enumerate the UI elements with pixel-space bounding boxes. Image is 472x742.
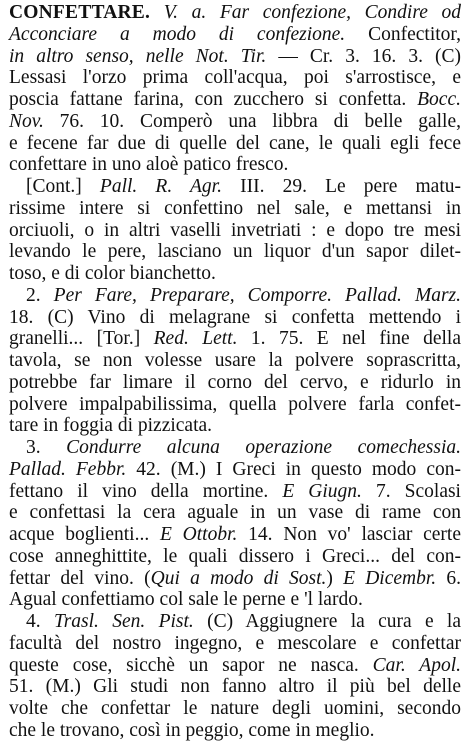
text-segment: 3. <box>26 437 67 458</box>
entry-line <box>9 589 461 611</box>
text-segment: facultà del nostro ingegno, e mescolare e confettar <box>9 632 461 654</box>
text-segment: cose anneghittite, le quali dissero i Greci... del con- <box>9 545 461 567</box>
italic-text: Bocc. <box>417 89 461 110</box>
entry-line <box>9 481 461 503</box>
text-segment: toso, e di color bianchetto. <box>9 263 216 284</box>
entry-line <box>9 720 461 742</box>
italic-text: E Dicembr. <box>343 567 437 589</box>
entry-line <box>26 176 461 198</box>
text-segment: Confectitor, <box>345 23 461 45</box>
italic-text: Red. Lett. <box>153 328 238 350</box>
text-segment: (C) Aggiugnere la cura e la <box>193 611 461 632</box>
entry-line <box>9 568 461 590</box>
text-segment: 42. (M.) I Greci in questo modo con- <box>126 458 461 480</box>
text-segment: 7. Scolasi <box>361 480 461 502</box>
text-segment: Agual confettiamo col sale le perne e 'l lardo. <box>9 589 363 611</box>
text-segment: 2. <box>26 284 54 306</box>
entry-line <box>9 328 461 350</box>
text-segment: orciuoli, o in altri vaselli invetriati : e dopo tre mesi <box>9 219 461 241</box>
entry-line <box>9 133 461 155</box>
italic-text: Pallad. Febbr. <box>9 458 127 480</box>
text-segment <box>150 2 164 23</box>
italic-text: Trasl. Sen. Pist. <box>53 611 194 632</box>
text-segment: levando le pere, lasciano un liquor d'un sapor dilet- <box>9 241 461 263</box>
text-segment: [Cont.] <box>26 176 100 197</box>
entry-line <box>9 633 461 655</box>
headword: CONFETTARE. <box>9 2 151 23</box>
text-segment: 6. <box>436 567 462 589</box>
italic-text: Pall. R. Agr. <box>99 176 222 197</box>
text-segment: 14. Non vo' lasciar certe <box>237 524 461 545</box>
entry-line <box>9 89 461 111</box>
entry-line <box>9 241 461 263</box>
text-segment: 1. 75. E nel fine della <box>237 328 461 350</box>
entry-line <box>9 307 461 329</box>
entry-line <box>26 285 461 307</box>
text-segment: e confettasi la cera aguale in un vase di rame con <box>9 502 461 524</box>
text-segment: che le trovano, così in peggio, come in meglio. <box>9 719 375 741</box>
text-segment: Lessasi l'orzo prima coll'acqua, poi s'arrostisce, e <box>9 67 461 89</box>
entry-line <box>9 350 461 372</box>
entry-line <box>9 111 461 133</box>
entry-line <box>9 24 461 46</box>
italic-text: E Ottobr. <box>159 524 238 545</box>
entry-line <box>9 698 461 720</box>
text-segment: tare in foggia di pizzicata. <box>9 415 213 437</box>
entry-line <box>9 524 461 546</box>
italic-text: E Giugn. <box>282 480 362 502</box>
text-segment: 51. (M.) Gli studi non fanno altro il più bel delle <box>9 676 461 698</box>
text-segment: tavola, se non volesse usare la polvere soprascritta, <box>9 350 461 371</box>
text-segment: queste cose, sicchè un sapor ne nasca. <box>9 654 373 676</box>
entry-line <box>9 502 461 524</box>
text-segment: potrebbe far limare il corno del cervo, e ridurlo in <box>9 371 461 393</box>
entry-line <box>9 546 461 568</box>
entry-line <box>9 394 461 416</box>
italic-text: V. a. Far confezione, Condire od <box>163 2 461 23</box>
entry-line <box>9 263 461 285</box>
italic-text: Car. Apol. <box>372 654 461 676</box>
entry-line <box>26 611 461 633</box>
entry-line <box>9 154 461 176</box>
text-segment: volte che confettar le nature degli uomini, secondo <box>9 698 461 719</box>
text-segment: e fecene far due di quelle del cane, le quali egli fece <box>9 132 461 154</box>
italic-text: Nov. <box>9 110 44 132</box>
entry-line <box>9 198 461 220</box>
text-segment: poscia fattane farina, con zucchero si confetta. <box>9 89 418 110</box>
text-segment: granelli... [Tor.] <box>9 328 154 350</box>
entry-line <box>9 676 461 698</box>
entry-line <box>9 459 461 481</box>
text-segment: confettare in uno aloè patico fresco. <box>9 154 289 176</box>
text-segment: 76. 10. Comperò una libbra di belle galle, <box>43 110 461 132</box>
italic-text: Acconciare a modo di confezione. <box>9 23 346 45</box>
text-segment: ) <box>326 567 344 589</box>
italic-text: Condurre alcuna operazione comechessia. <box>66 437 462 458</box>
text-segment: rissime intere si confettino nel sale, e mettansi in <box>9 197 461 219</box>
text-segment: 18. (C) Vino di melagrane si confetta mettendo i <box>9 306 461 328</box>
text-segment: fettar del vino. ( <box>9 567 151 589</box>
text-segment: — Cr. 3. 16. 3. (C) <box>266 45 461 67</box>
italic-text: in altro senso, nelle Not. Tir. <box>9 45 267 67</box>
text-segment: acque boglienti... <box>9 524 160 545</box>
entry-line <box>26 437 461 459</box>
entry-line <box>9 415 461 437</box>
entry-line <box>9 372 461 394</box>
italic-text: Per Fare, Preparare, Comporre. Pallad. Marz. <box>53 284 461 306</box>
text-segment: fettano il vino della mortine. <box>9 480 283 502</box>
entry-line <box>9 655 461 677</box>
italic-text: Qui a modo di Sost. <box>150 567 327 589</box>
entry-line <box>9 2 461 24</box>
text-segment: III. 29. Le pere matu- <box>221 176 461 197</box>
entry-line <box>9 220 461 242</box>
entry-line <box>9 67 461 89</box>
entry-line <box>9 46 461 68</box>
text-segment: 4. <box>26 611 54 632</box>
text-segment: polvere impalpabilissima, quella polvere farla confet- <box>9 393 461 415</box>
